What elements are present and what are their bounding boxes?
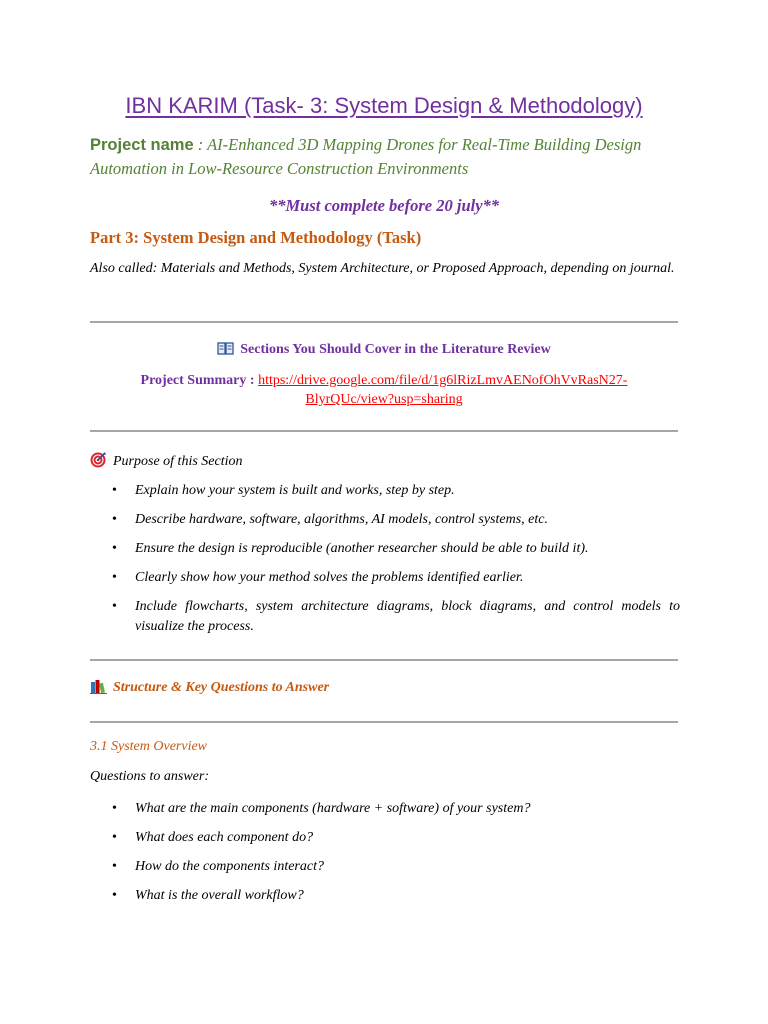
bullet-dot: • [112,483,117,498]
list-item [90,597,680,637]
project-summary [128,371,640,409]
divider [90,721,678,723]
system-overview-heading: 3.1 System Overview [90,739,208,754]
bullet-dot: • [112,830,117,845]
bullet-dot: • [112,570,117,585]
project-name [90,133,682,181]
list-item-text: What does each component do? [135,830,314,845]
structure-heading-text: Structure & Key Questions to Answer [113,680,330,695]
list-item-text: Clearly show how your method solves the problems identified earlier. [135,570,524,585]
purpose-heading [90,451,243,470]
list-item-text: Explain how your system is built and works, step by step. [135,483,455,498]
questions-label: Questions to answer: [90,769,209,784]
bullet-dot: • [112,859,117,874]
list-item-text: How do the components interact? [135,859,324,874]
page-title: IBN KARIM (Task- 3: System Design & Methodology) [125,93,643,118]
book-icon [217,341,234,356]
bullet-dot: • [112,599,117,614]
bullet-dot: • [112,801,117,816]
list-item [90,799,680,819]
target-icon [90,451,107,468]
project-name-separator: : [193,135,208,154]
deadline-note: **Must complete before 20 july** [268,196,500,215]
sections-heading [0,341,768,358]
list-item [90,539,680,559]
list-item-text: What is the overall workflow? [135,888,304,903]
purpose-heading-text: Purpose of this Section [113,454,243,469]
divider [90,321,678,323]
list-item [90,857,680,877]
project-summary-link[interactable]: https://drive.google.com/file/d/1g6lRizLmvAENofOhVvRasN27-BlyrQUc/view?usp=sharing [258,373,628,407]
bullet-dot: • [112,541,117,556]
list-item-text: Ensure the design is reproducible (another researcher should be able to build it). [135,541,589,556]
list-item-text: Include flowcharts, system architecture diagrams, block diagrams, and control models to visualize the process. [135,599,680,634]
project-name-text: AI-Enhanced 3D Mapping Drones for Real-Time Building Design Automation in Low-Resource Construction Environments [90,135,642,178]
list-item-text: What are the main components (hardware + software) of your system? [135,801,531,816]
divider [90,659,678,661]
sections-heading-text: Sections You Should Cover in the Literature Review [240,342,551,357]
divider [90,430,678,432]
list-item [90,481,680,501]
project-name-label: Project name [90,136,194,154]
bullet-dot: • [112,888,117,903]
part-heading: Part 3: System Design and Methodology (Task) [90,228,422,247]
also-called-text: Also called: Materials and Methods, System Architecture, or Proposed Approach, depending on journal. [90,261,675,276]
list-item [90,828,680,848]
list-item-text: Describe hardware, software, algorithms, AI models, control systems, etc. [135,512,548,527]
overview-questions-list [90,799,680,915]
list-item [90,568,680,588]
list-item [90,510,680,530]
structure-heading [90,679,329,696]
purpose-list [90,481,680,646]
list-item [90,886,680,906]
bullet-dot: • [112,512,117,527]
project-summary-label: Project Summary : [140,373,259,388]
books-icon [90,679,107,694]
